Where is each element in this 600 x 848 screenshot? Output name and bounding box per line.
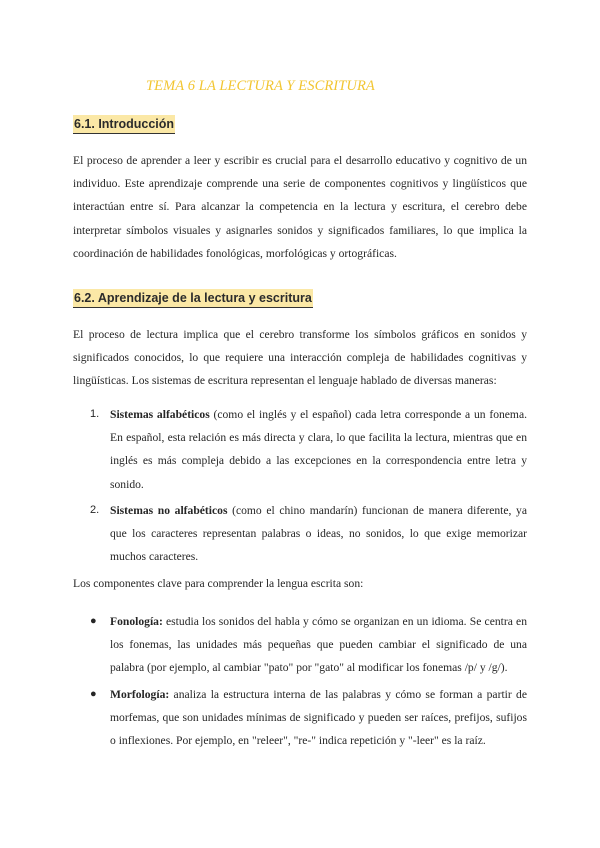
bullet-icon: ● (90, 615, 97, 627)
document-title: TEMA 6 LA LECTURA Y ESCRITURA (146, 78, 375, 94)
list-item (73, 499, 527, 569)
list-text: (como el inglés y el español) cada letra corresponde a un fonema. En español, esta relación es más directa y clara, lo que facilita la lectura, mientras que en inglés es más compleja debido a las excepciones en la correspondencia entre letra y sonido. (110, 408, 527, 491)
list-term: Sistemas no alfabéticos (110, 503, 228, 517)
list-marker: 2. (90, 503, 100, 516)
list-text: (como el chino mandarín) funcionan de manera diferente, ya que los caracteres representan palabras o ideas, no sonidos, lo que exige memorizar muchos caracteres. (110, 503, 527, 564)
list-item (73, 683, 527, 753)
aprendizaje-paragraph: El proceso de lectura implica que el cerebro transforme los símbolos gráficos en sonidos y significados conocidos, lo que requiere una interacción compleja de habilidades cognitivas y lingüísticas. Los sistemas de escritura representan el lenguaje hablado de diversas maneras: (73, 328, 527, 388)
section-heading-aprendizaje: 6.2. Aprendizaje de la lectura y escritura (73, 289, 313, 308)
list-item (73, 403, 527, 496)
list-text: analiza la estructura interna de las palabras y cómo se forman a partir de morfemas, que son unidades mínimas de significado y pueden ser raíces, prefijos, sufijos o inflexiones. Por ejemplo, en "releer", "re-" indica repetición y "-leer" es la raíz. (110, 687, 527, 748)
list-marker: 1. (90, 408, 100, 420)
components-intro: Los componentes clave para comprender la lengua escrita son: (73, 577, 364, 590)
list-term: Fonología: (110, 615, 163, 628)
list-item (73, 610, 527, 680)
section-heading-introduccion: 6.1. Introducción (73, 115, 175, 134)
writing-systems-list (73, 403, 527, 568)
list-term: Sistemas alfabéticos (110, 408, 210, 421)
list-term: Morfología: (110, 687, 170, 701)
components-list (73, 610, 527, 752)
list-text: estudia los sonidos del habla y cómo se organizan en un idioma. Se centra en los fonemas, las unidades más pequeñas que pueden cambiar el significado de una palabra (por ejemplo, al cambiar "pato" por "gato" al modificar los fonemas /p/ y /g/). (110, 615, 527, 675)
bullet-icon: ● (90, 687, 97, 700)
intro-paragraph: El proceso de aprender a leer y escribir es crucial para el desarrollo educativo y cognitivo de un individuo. Este aprendizaje comprende una serie de componentes cognitivos y lingüísticos que interactúan entre sí. Para alcanzar la competencia en la lectura y escritura, el cerebro debe interpretar símbolos visuales y asignarles sonidos y significados familiares, lo que implica la coordinación de habilidades fonológicas, morfológicas y ortográficas. (73, 154, 527, 260)
